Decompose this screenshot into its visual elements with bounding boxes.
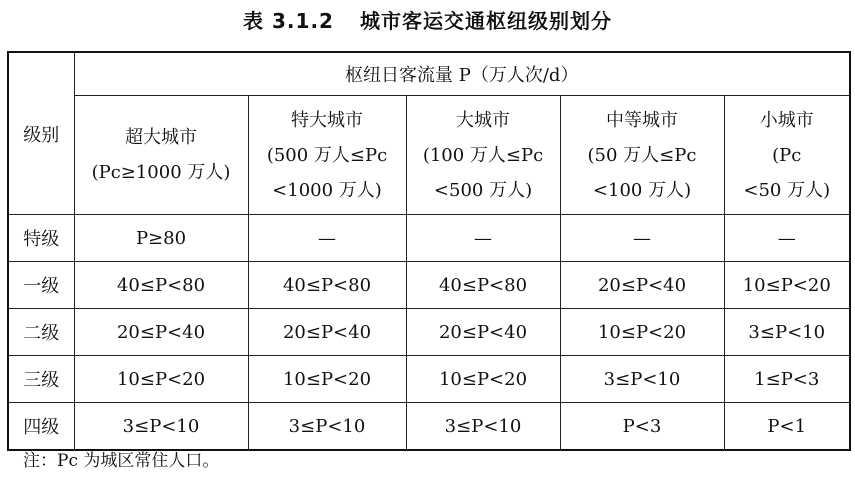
city-type-range: <100 万人) — [592, 179, 692, 201]
table-row — [8, 215, 850, 262]
range-cell: P≥80 — [74, 215, 248, 262]
header-row-flow — [8, 52, 850, 96]
city-header-supercity — [248, 96, 406, 215]
range-cell: 1≤P<3 — [724, 356, 850, 403]
table-number: 表 3.1.2 — [243, 9, 334, 33]
range-cell: 10≤P<20 — [406, 356, 560, 403]
table-row — [8, 309, 850, 356]
city-type-range: (50 万人≤Pc — [587, 144, 697, 166]
range-cell: 10≤P<20 — [560, 309, 724, 356]
table-row — [8, 356, 850, 403]
range-cell: 20≤P<40 — [406, 309, 560, 356]
city-type-name: 小城市 — [759, 109, 814, 131]
range-cell: 3≤P<10 — [724, 309, 850, 356]
city-type-range: (100 万人≤Pc — [422, 144, 544, 166]
range-cell: 40≤P<80 — [406, 262, 560, 309]
level-cell: 三级 — [8, 356, 74, 403]
range-cell: 20≤P<40 — [248, 309, 406, 356]
range-cell: P<3 — [560, 403, 724, 451]
classification-table — [7, 51, 851, 451]
table-row — [8, 262, 850, 309]
city-type-range: (Pc≥1000 万人) — [91, 162, 231, 183]
city-header-large-city — [406, 96, 560, 215]
table-row — [8, 403, 850, 451]
city-type-range: <1000 万人) — [272, 179, 382, 201]
city-type-range: (Pc — [772, 144, 802, 166]
range-cell: — — [724, 215, 850, 262]
city-type-range: <50 万人) — [743, 179, 831, 201]
header-row-cities — [8, 96, 850, 215]
city-header-megacity — [74, 96, 248, 215]
range-cell: — — [560, 215, 724, 262]
range-cell: 3≤P<10 — [406, 403, 560, 451]
level-cell: 四级 — [8, 403, 74, 451]
range-cell: 20≤P<40 — [560, 262, 724, 309]
range-cell: P<1 — [724, 403, 850, 451]
city-type-range: <500 万人) — [433, 179, 533, 201]
city-header-small-city — [724, 96, 850, 215]
table-title: 城市客运交通枢纽级别划分 — [359, 9, 612, 33]
flow-header: 枢纽日客流量 P（万人次/d） — [74, 52, 850, 96]
city-type-name: 大城市 — [456, 109, 510, 131]
city-type-name: 特大城市 — [291, 109, 363, 131]
range-cell: 3≤P<10 — [248, 403, 406, 451]
range-cell: 40≤P<80 — [248, 262, 406, 309]
range-cell: 20≤P<40 — [74, 309, 248, 356]
level-cell: 二级 — [8, 309, 74, 356]
city-header-medium-city — [560, 96, 724, 215]
level-cell: 一级 — [8, 262, 74, 309]
range-cell: 10≤P<20 — [724, 262, 850, 309]
range-cell: — — [406, 215, 560, 262]
range-cell: 10≤P<20 — [74, 356, 248, 403]
city-type-range: (500 万人≤Pc — [266, 144, 388, 166]
city-type-name: 中等城市 — [606, 109, 678, 131]
table-note: 注：Pc 为城区常住人口。 — [23, 451, 220, 471]
level-header: 级别 — [8, 52, 74, 215]
range-cell: 3≤P<10 — [560, 356, 724, 403]
range-cell: 40≤P<80 — [74, 262, 248, 309]
range-cell: 3≤P<10 — [74, 403, 248, 451]
level-cell: 特级 — [8, 215, 74, 262]
range-cell: — — [248, 215, 406, 262]
table-caption — [0, 4, 855, 38]
city-type-name: 超大城市 — [125, 127, 197, 148]
range-cell: 10≤P<20 — [248, 356, 406, 403]
